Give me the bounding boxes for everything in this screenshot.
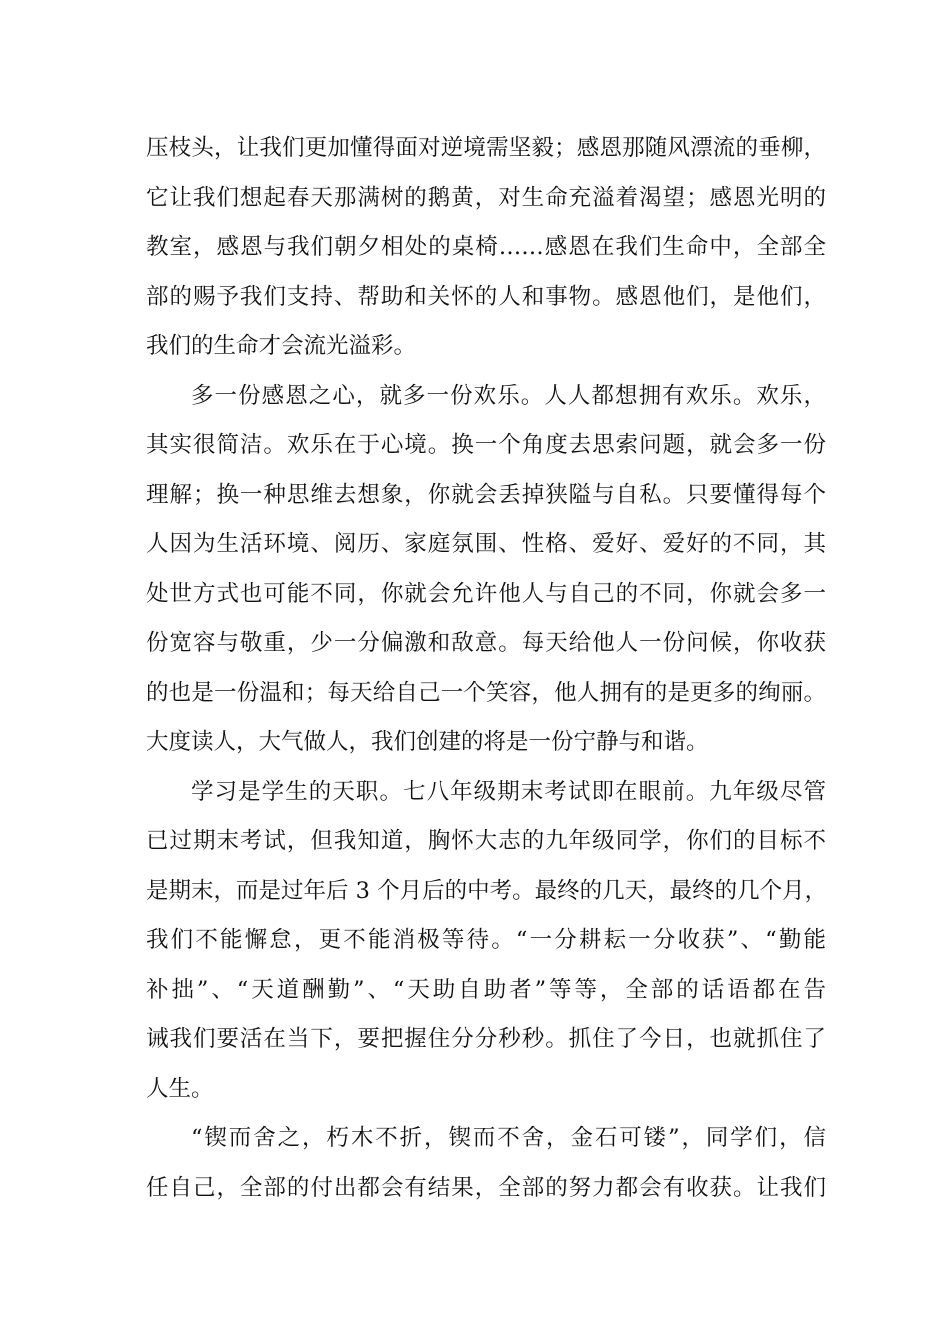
text-line: 人因为生活环境、阅历、家庭氛围、性格、爱好、爱好的不同，其 [146, 531, 826, 557]
text-line: 压枝头，让我们更加懂得面对逆境需坚毅；感恩那随风漂流的垂柳， [146, 135, 826, 161]
text-line: 的也是一份温和；每天给自己一个笑容，他人拥有的是更多的绚丽。 [146, 679, 826, 706]
text-line: 理解；换一种思维去想象，你就会丢掉狭隘与自私。只要懂得每个 [146, 481, 826, 508]
text-line: 份宽容与敬重，少一分偏激和敌意。每天给他人一份问候，你收获 [146, 630, 826, 656]
paragraph-first-line: “锲而舍之，朽木不折，锲而不舍，金石可镂”，同学们，信 [191, 1125, 826, 1151]
body-text [146, 124, 826, 1213]
text-line: 任自己，全部的付出都会有结果，全部的努力都会有收获。让我们 [146, 1174, 826, 1201]
text-line: 部的赐予我们支持、帮助和关怀的人和事物。感恩他们，是他们， [146, 283, 826, 310]
text-line: 是期末，而是过年后 3 个月后的中考。最终的几天，最终的几个月， [146, 877, 828, 904]
text-line: 它让我们想起春天那满树的鹅黄，对生命充溢着渴望；感恩光明的 [146, 184, 826, 211]
text-line: 其实很简洁。欢乐在于心境。换一个角度去思索问题，就会多一份 [146, 432, 826, 458]
text-line: 我们的生命才会流光溢彩。 [146, 333, 417, 359]
paragraph-first-line: 多一份感恩之心，就多一份欢乐。人人都想拥有欢乐。欢乐， [191, 382, 826, 409]
text-line: 处世方式也可能不同，你就会允许他人与自己的不同，你就会多一 [146, 580, 826, 607]
text-line: 诫我们要活在当下，要把握住分分秒秒。抓住了今日，也就抓住了 [146, 1026, 826, 1052]
paragraph-first-line: 学习是学生的天职。七八年级期末考试即在眼前。九年级尽管 [191, 778, 826, 805]
text-line: 我们不能懈怠，更不能消极等待。“一分耕耘一分收获”、“勤能 [146, 927, 826, 953]
text-line: 教室，感恩与我们朝夕相处的桌椅……感恩在我们生命中，全部全 [146, 234, 826, 260]
text-line: 已过期末考试，但我知道，胸怀大志的九年级同学，你们的目标不 [146, 828, 826, 854]
text-line: 补拙”、“天道酬勤”、“天助自助者”等等，全部的话语都在告 [146, 976, 826, 1003]
text-line: 大度读人，大气做人，我们创建的将是一份宁静与和谐。 [146, 729, 709, 755]
text-line: 人生。 [146, 1075, 214, 1102]
